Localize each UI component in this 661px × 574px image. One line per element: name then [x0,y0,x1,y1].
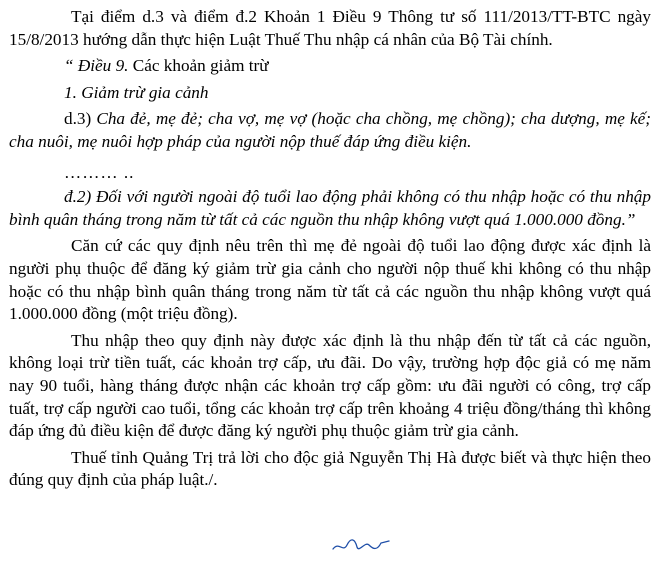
intro-paragraph: Tại điểm d.3 và điểm đ.2 Khoản 1 Điều 9 Thông tư số 111/2013/TT-BTC ngày 15/8/2013 hướng dẫn thực hiện Luật Thuế Thu nhập cá nhân của Bộ Tài chính. [9,7,651,49]
body-paragraph-1: Căn cứ các quy định nêu trên thì mẹ đẻ ngoài độ tuổi lao động được xác định là người phụ thuộc để đăng ký giảm trừ gia cảnh cho người nộp thuế khi không có thu nhập hoặc có thu nhập bình quân tháng trong năm từ tất cả các nguồn thu nhập không vượt quá 1.000.000 đồng (một triệu đồng). [9,236,651,324]
quote-article-heading [9,55,651,78]
quote-d3-text: Cha đẻ, mẹ đẻ; cha vợ, mẹ vợ (hoặc cha chồng, mẹ chồng); cha dượng, mẹ kế; cha nuôi, mẹ nuôi hợp pháp của người nộp thuế đáp ứng điều kiện. [9,109,651,151]
quote-d3-paragraph [9,108,651,153]
quote-article-title: Các khoản giảm trừ [128,56,269,76]
document-page [9,6,651,492]
quote-d3-label: d.3) [64,109,92,129]
quote-article-prefix: “ Điều 9. [64,56,129,76]
handwritten-signature-icon [331,535,391,557]
quote-clause-1: 1. Giảm trừ gia cảnh [64,82,209,102]
quote-d2-paragraph: đ.2) Đối với người ngoài độ tuổi lao động phải không có thu nhập hoặc có thu nhập bình quân tháng trong năm từ tất cả các nguồn thu nhập không vượt quá 1.000.000 đồng.” [9,187,651,229]
body-paragraph-3: Thuế tỉnh Quảng Trị trả lời cho độc giả Nguyễn Thị Hà được biết và thực hiện theo đúng quy định của pháp luật./. [9,447,651,490]
quote-ellipsis: ……… .. [64,162,135,182]
body-paragraph-2: Thu nhập theo quy định này được xác định là thu nhập đến từ tất cả các nguồn, không loại trừ tiền tuất, các khoản trợ cấp, ưu đãi. Do vậy, trường hợp độc giả có mẹ năm nay 90 tuổi, hàng tháng được nhận các khoản trợ cấp gồm: ưu đãi người có công, trợ cấp tuất, trợ cấp người cao tuổi, tổng các khoản trợ cấp trên khoảng 4 triệu đồng/tháng thì không đáp ứng đủ điều kiện để được đăng ký người phụ thuộc giảm trừ gia cảnh. [9,330,651,441]
